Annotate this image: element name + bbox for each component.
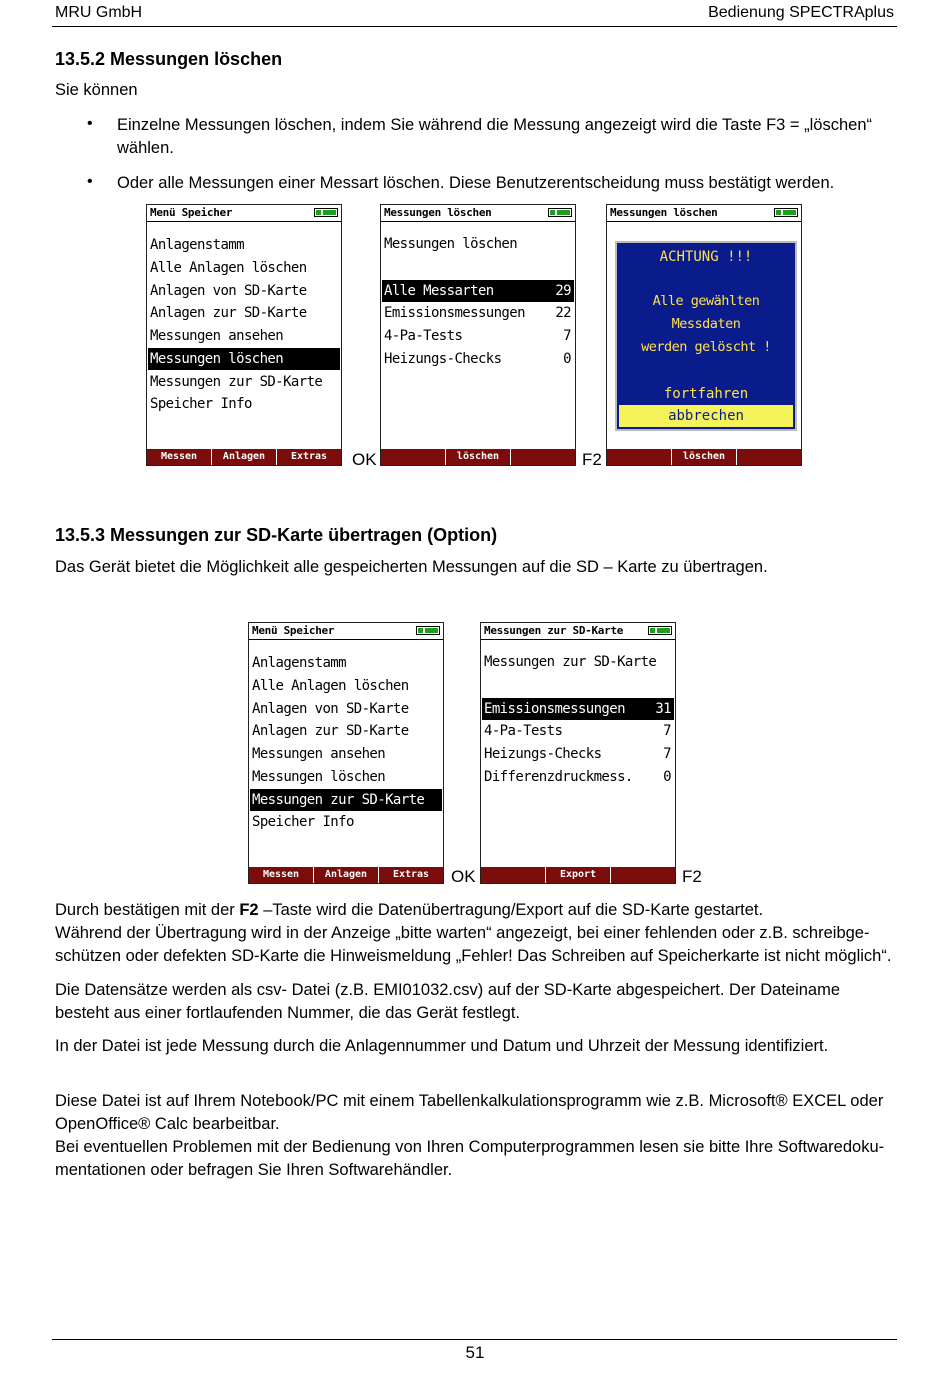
menu-item[interactable]: Anlagenstamm [150,237,244,253]
paragraph-notebook: Diese Datei ist auf Ihrem Notebook/PC mit einem Tabellenkalkulationsprogramm wie z.B. Microsoft® EXCEL oder OpenOffice® Calc bearbeitbar. [55,1092,884,1133]
header-company: MRU GmbH [55,4,143,21]
screen-title: Messungen zur SD-Karte [484,624,624,637]
dialog-message-line: Alle gewählten [652,293,760,309]
fkey-empty[interactable] [481,867,546,883]
paragraph-transfer: Durch bestätigen mit der F2 –Taste wird die Datenübertragung/Export auf die SD-Karte gestartet. Während der Übertragung wird in der Anzeige „bitte warten“ angezeigt, bei einer fehlenden oder z.B. schreibge-schützen oder defekten SD-Karte die Hinweismeldung „Fehler! Das Schreiben auf Speicherkarte ist nicht möglich“. [55,901,892,965]
device-screen-messungen-loeschen [380,204,576,466]
battery-icon [548,208,572,217]
paragraph-identification: In der Datei ist jede Messung durch die Anlagennummer und Datum und Uhrzeit der Messung identifiziert. [55,1037,829,1055]
bullet-icon: • [87,173,93,190]
key-label-ok: OK [352,450,377,469]
menu-item[interactable]: Anlagen zur SD-Karte [252,723,409,739]
list-item[interactable]: 4-Pa-Tests 7 [384,328,571,344]
fkey-export[interactable]: Export [546,867,611,883]
section-intro-text: Das Gerät bietet die Möglichkeit alle gespeicherten Messungen auf die SD – Karte zu übertragen. [55,558,768,576]
battery-icon [416,626,440,635]
fkey-empty[interactable] [737,449,801,465]
dialog-message-line: Messdaten [671,316,741,332]
fkey-anlagen[interactable]: Anlagen [212,449,277,465]
section-heading-delete: 13.5.2 Messungen löschen [55,49,283,69]
function-key-bar [249,867,443,883]
menu-item[interactable]: Alle Anlagen löschen [252,678,409,694]
warning-dialog [615,241,797,431]
battery-icon [314,208,338,217]
device-screen-confirm-dialog [606,204,802,466]
battery-icon [648,626,672,635]
battery-icon [774,208,798,217]
bullet-item: Einzelne Messungen löschen, indem Sie während die Messung angezeigt wird die Taste F3 = „löschen“ wählen. [117,116,873,157]
list-item-selected[interactable]: Emissionsmessungen 31 [482,698,674,720]
menu-item[interactable]: Anlagen von SD-Karte [252,701,409,717]
menu-item[interactable]: Messungen zur SD-Karte [150,374,323,390]
header-title: Bedienung SPECTRAplus [708,4,894,21]
fkey-empty[interactable] [511,449,575,465]
page-number: 51 [465,1343,485,1362]
function-key-bar [147,449,341,465]
menu-item[interactable]: Speicher Info [150,396,252,412]
fkey-anlagen[interactable]: Anlagen [314,867,379,883]
fkey-extras[interactable]: Extras [290,451,328,462]
screen-title: Messungen löschen [384,206,492,219]
menu-item[interactable]: Messungen ansehen [252,746,386,762]
device-screen-messungen-sd [480,622,676,884]
device-screen-menu-speicher [248,622,444,884]
list-item[interactable]: 4-Pa-Tests 7 [484,723,671,739]
paragraph-csv: Die Datensätze werden als csv- Datei (z.B. EMI01032.csv) auf der SD-Karte abgespeichert. Der Dateiname besteht aus einer fortlaufenden Nummer, die das Gerät festlegt. [55,981,841,1022]
menu-item[interactable]: Alle Anlagen löschen [150,260,307,276]
key-label-ok: OK [451,867,476,886]
dialog-option-abbrechen[interactable]: abbrechen [619,405,793,427]
menu-item[interactable]: Messungen löschen [252,769,386,785]
list-item[interactable]: Differenzdruckmess. 0 [484,769,671,785]
menu-item[interactable]: Anlagen zur SD-Karte [150,305,307,321]
fkey-messen[interactable]: Messen [147,449,212,465]
key-label-f2: F2 [682,867,702,886]
dialog-message-line: werden gelöscht ! [641,339,771,355]
function-key-bar [481,867,675,883]
footer-rule [52,1339,897,1340]
fkey-messen[interactable]: Messen [249,867,314,883]
key-label-f2: F2 [582,450,602,469]
header-rule [52,26,897,27]
screen-title: Menü Speicher [252,624,335,637]
menu-item[interactable]: Anlagenstamm [252,655,346,671]
menu-item[interactable]: Anlagen von SD-Karte [150,283,307,299]
menu-item[interactable]: Messungen ansehen [150,328,284,344]
fkey-empty[interactable] [607,449,672,465]
bullet-item: Oder alle Messungen einer Messart löschen. Diese Benutzerentscheidung muss bestätigt werden. [117,174,835,192]
list-item[interactable]: Heizungs-Checks 0 [384,351,571,367]
list-item[interactable]: Emissionsmessungen 22 [384,305,571,321]
fkey-extras[interactable]: Extras [392,869,430,880]
list-item-selected[interactable]: Alle Messarten 29 [382,280,574,302]
intro-text: Sie können [55,81,138,99]
screen-title: Menü Speicher [150,206,233,219]
function-key-bar [381,449,575,465]
dialog-title: ACHTUNG !!! [659,249,753,265]
screen-heading: Messungen zur SD-Karte [484,654,657,670]
fkey-empty[interactable] [381,449,446,465]
fkey-loeschen[interactable]: löschen [672,449,737,465]
paragraph-problems: Bei eventuellen Problemen mit der Bedienung von Ihren Computerprogrammen lesen sie bitte Ihre Softwaredoku-mentationen oder befragen Sie Ihren Softwarehändler. [55,1138,885,1179]
fkey-empty[interactable] [611,867,675,883]
bullet-icon: • [87,115,93,132]
function-key-bar [607,449,801,465]
screen-title: Messungen löschen [610,206,718,219]
menu-item[interactable]: Speicher Info [252,814,354,830]
menu-item-selected[interactable]: Messungen zur SD-Karte [250,789,442,811]
dialog-option-fortfahren[interactable]: fortfahren [663,386,749,402]
menu-item-selected[interactable]: Messungen löschen [148,348,340,370]
device-screen-menu-speicher [146,204,342,466]
screen-heading: Messungen löschen [384,236,518,252]
fkey-loeschen[interactable]: löschen [446,449,511,465]
section-heading-sd-transfer: 13.5.3 Messungen zur SD-Karte übertragen (Option) [55,525,498,545]
list-item[interactable]: Heizungs-Checks 7 [484,746,671,762]
